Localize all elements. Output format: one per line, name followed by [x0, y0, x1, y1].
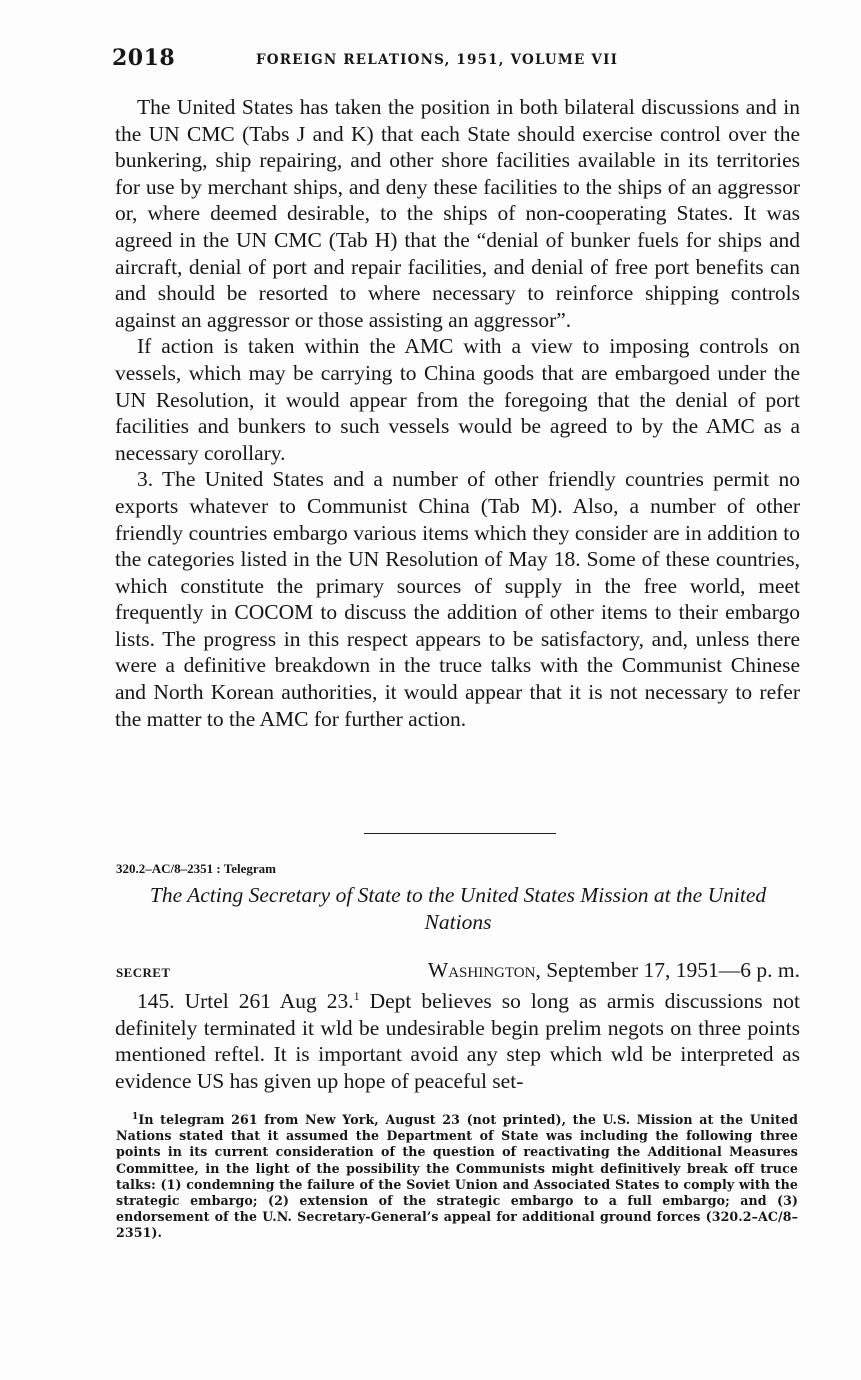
telegram-text-rest: Dept believes so long as armis discussions not definitely terminated it wld be undesirable begin prelim negots on three points mentioned reftel. It is important avoid any step which wld be interpreted as evidence US has given up hope of peaceful set- [115, 989, 800, 1093]
dateline-place: Washington [427, 958, 536, 982]
dateline [428, 958, 800, 983]
body-paragraph: The United States has taken the position in both bilateral discussions and in the UN CMC (Tabs J and K) that each State should exercise control over the bunkering, ship repairing, and other shore facilities available in its territories for use by merchant ships, and deny these facilities to the ships of an aggressor or, where deemed desirable, to the ships of non-cooperating States. It was agreed in the UN CMC (Tab H) that the “denial of bunker fuels for ships and aircraft, denial of port and repair facilities, and denial of free port benefits can and should be resorted to where necessary to reinforce shipping controls against an aggressor or those assisting an aggressor”. [115, 95, 800, 332]
footnote-reference: 1 [353, 988, 360, 1003]
page-number: 2018 [112, 45, 176, 71]
telegram-paragraph [115, 988, 800, 1094]
dateline-date: , September 17, 1951—6 p. m. [535, 958, 800, 982]
footnote-mark: 1 [132, 1111, 139, 1122]
document-title: The Acting Secretary of State to the United States Mission at the United Nations [149, 883, 767, 934]
file-reference: 320.2–AC/8–2351 : Telegram [116, 861, 276, 876]
body-text [115, 94, 800, 732]
page-header [112, 45, 802, 79]
telegram-text-start: 145. Urtel 261 Aug 23. [137, 989, 354, 1013]
classification-label: SECRET [116, 965, 171, 980]
footnote-paragraph [116, 1112, 798, 1242]
running-head: FOREIGN RELATIONS, 1951, VOLUME VII [256, 52, 619, 68]
telegram-text [115, 988, 800, 1094]
body-paragraph: 3. The United States and a number of other friendly countries permit no exports whatever to Communist China (Tab M). Also, a number of other friendly countries embargo various items which they consider are in addition to the categories listed in the UN Resolution of May 18. Some of these countries, which constitute the primary sources of supply in the free world, meet frequently in COCOM to discuss the addition of other items to their embargo lists. The progress in this respect appears to be satisfactory, and, unless there were a definitive breakdown in the truce talks with the Communist Chinese and North Korean authorities, it would appear that it is not necessary to refer the matter to the AMC for further action. [115, 467, 800, 731]
section-divider [364, 833, 556, 834]
body-paragraph: If action is taken within the AMC with a view to imposing controls on vessels, which may be carrying to China goods that are embargoed under the UN Resolution, it would appear from the foregoing that the denial of port facilities and bunkers to such vessels would be agreed to by the AMC as a necessary corollary. [115, 334, 800, 465]
footnote-text: In telegram 261 from New York, August 23 (not printed), the U.S. Mission at the United Nations stated that it assumed the Department of State was including the following three points in its current consideration of the question of reactivating the Additional Measures Committee, in the light of the possibility the Communists might definitively break off truce talks: (1) condemning the failure of the Soviet Union and Associated States to comply with the strategic embargo; (2) extension of the strategic embargo to a full embargo; and (3) endorsement of the U.N. Secretary-General’s appeal for additional ground forces (320.2–AC/8–2351). [116, 1112, 798, 1241]
footnote [116, 1112, 798, 1242]
